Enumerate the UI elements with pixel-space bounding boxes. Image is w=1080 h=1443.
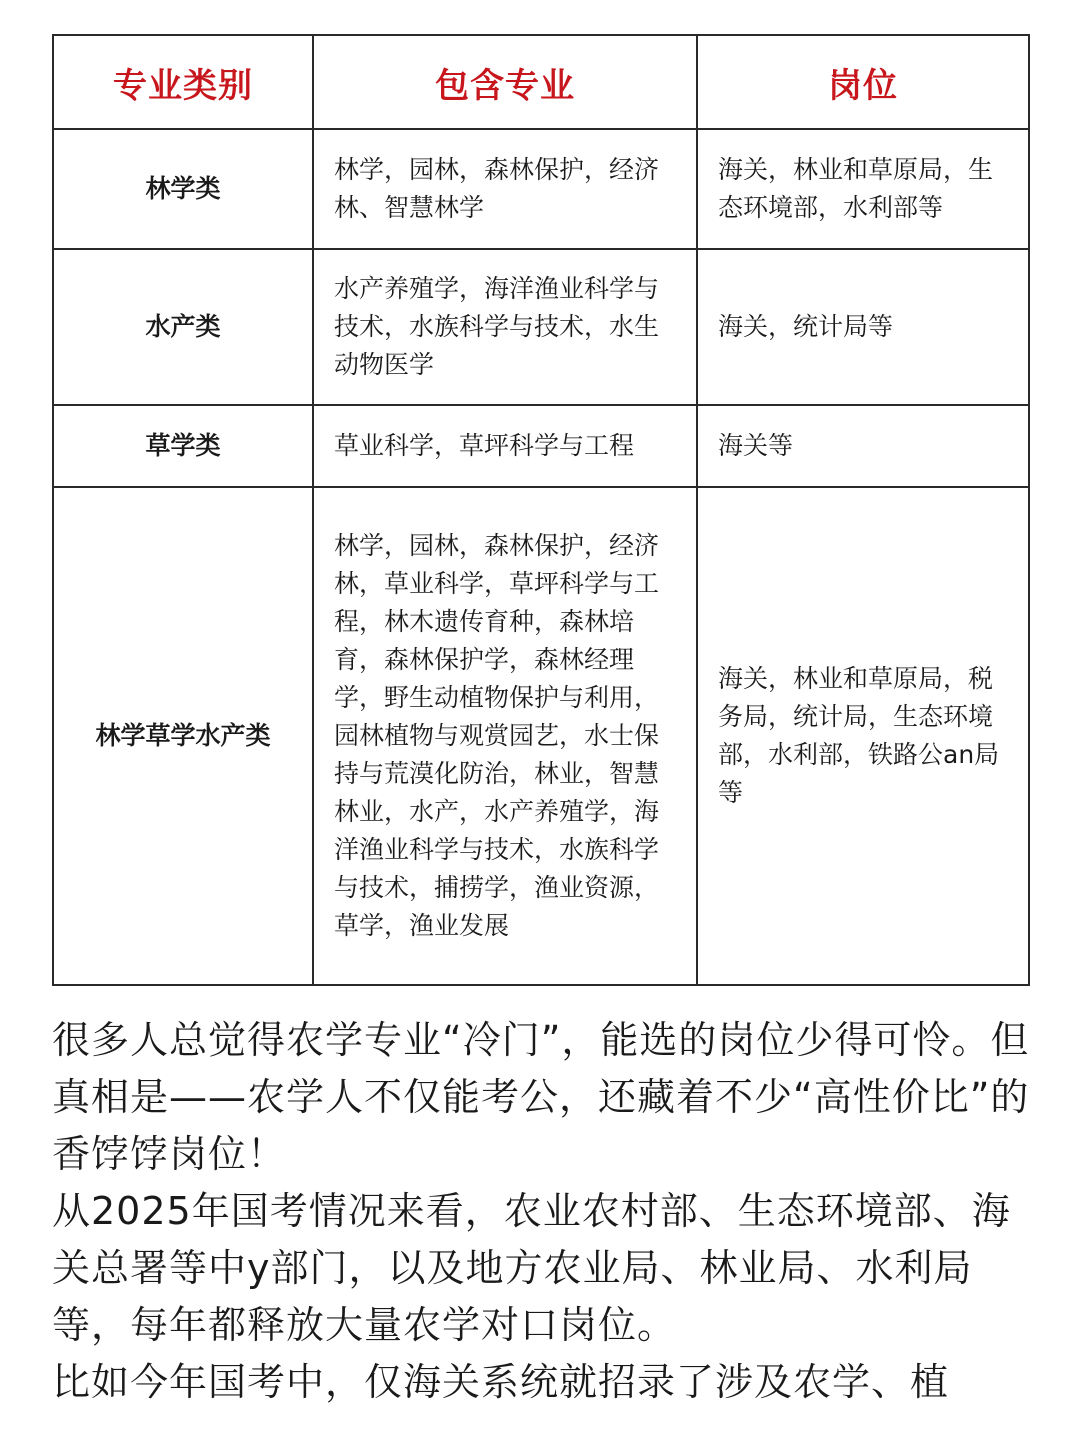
majors-cell: 林学，园林，森林保护，经济林、智慧林学 [313, 129, 697, 249]
table-row [53, 405, 1029, 487]
table-row [53, 129, 1029, 249]
majors-cell: 草业科学，草坪科学与工程 [313, 405, 697, 487]
table-header-row [53, 35, 1029, 129]
article-body [52, 1012, 1042, 1411]
category-cell: 林学类 [53, 129, 313, 249]
jobs-cell: 海关，林业和草原局，税务局，统计局，生态环境部，水利部，铁路公an局等 [697, 487, 1029, 985]
jobs-cell: 海关等 [697, 405, 1029, 487]
table-row [53, 249, 1029, 405]
majors-cell: 林学，园林，森林保护，经济林，草业科学，草坪科学与工程，林木遗传育种，森林培育，森林保护学，森林经理学，野生动植物保护与利用，园林植物与观赏园艺，水士保持与荒漠化防治，林业，智慧林业，水产，水产养殖学，海洋渔业科学与技术，水族科学与技术，捕捞学，渔业资源，草学，渔业发展 [313, 487, 697, 985]
jobs-cell: 海关，林业和草原局，生态环境部，水利部等 [697, 129, 1029, 249]
article-paragraph: 很多人总觉得农学专业“冷门”，能选的岗位少得可怜。但真相是——农学人不仅能考公，还藏着不少“高性价比”的香饽饽岗位！ [52, 1018, 1030, 1176]
majors-cell: 水产养殖学，海洋渔业科学与技术，水族科学与技术，水生动物医学 [313, 249, 697, 405]
majors-table [52, 34, 1030, 986]
jobs-cell: 海关，统计局等 [697, 249, 1029, 405]
header-jobs: 岗位 [697, 35, 1029, 129]
category-cell: 水产类 [53, 249, 313, 405]
table-row [53, 487, 1029, 985]
category-cell: 林学草学水产类 [53, 487, 313, 985]
category-cell: 草学类 [53, 405, 313, 487]
article-paragraph: 比如今年国考中，仅海关系统就招录了涉及农学、植 [52, 1360, 950, 1404]
article-paragraph: 从2025年国考情况来看，农业农村部、生态环境部、海关总署等中y部门，以及地方农业局、林业局、水利局等，每年都释放大量农学对口岗位。 [52, 1189, 1011, 1347]
header-majors: 包含专业 [313, 35, 697, 129]
header-category: 专业类别 [53, 35, 313, 129]
